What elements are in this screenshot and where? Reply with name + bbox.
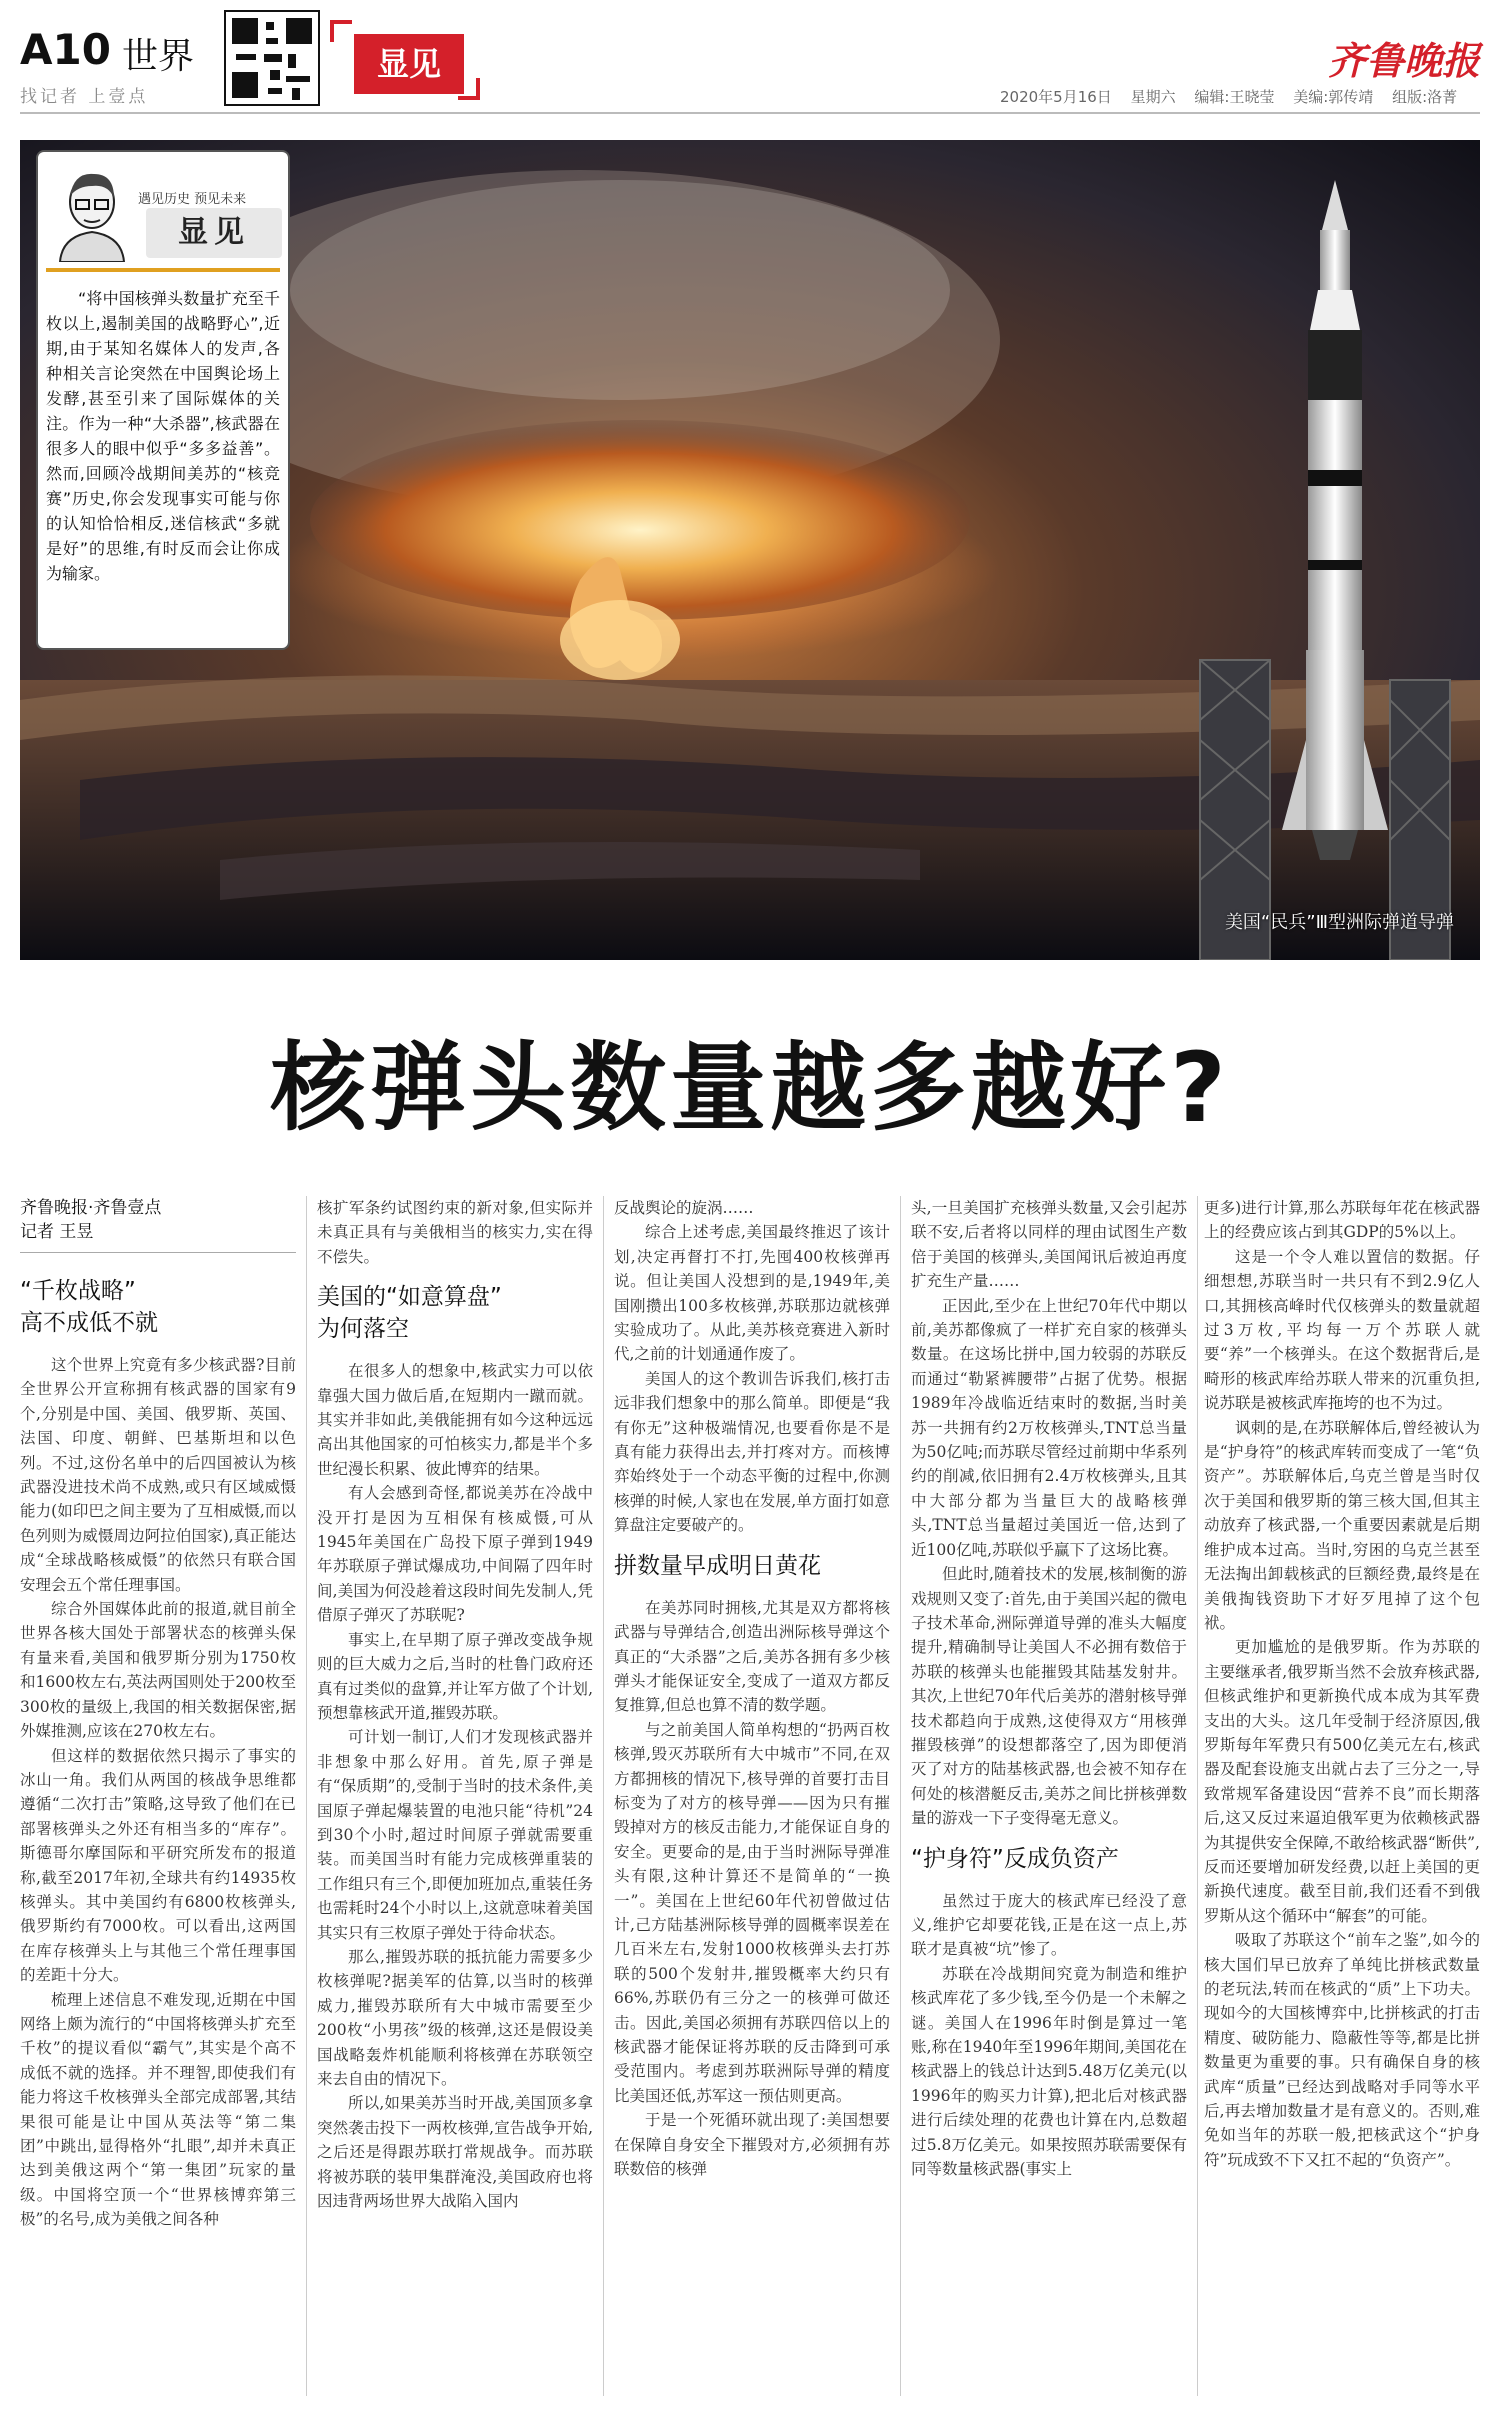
paragraph: 头,一旦美国扩充核弹头数量,又会引起苏联不安,后者将以同样的理由试图生产数倍于美国的核弹头,美国闻讯后被迫再度扩充生产量…… — [911, 1199, 1187, 1291]
byline — [20, 1196, 296, 1253]
issue-meta — [1000, 86, 1471, 107]
page-header — [0, 0, 1500, 115]
paragraph: 反战舆论的旋涡…… — [614, 1199, 754, 1217]
paragraph: 与之前美国人简单构想的“扔两百枚核弹,毁灭苏联所有大中城市”不同,在双方都拥核的情况下,核导弹的首要打击目标变为了对方的核导弹——因为只有摧毁掉对方的核反击能力,才能保证自身的安全。更要命的是,由于当时洲际导弹准头有限,这种计算还不是简单的“一换一”。美国在上世纪60年代初曾做过估计,己方陆基洲际核导弹的圆概率误差在几百米左右,发射1000枚核弹头去打苏联的500个发射井,摧毁概率大约只有66%,苏联仍有三分之一的核弹可做还击。因此,美国必须拥有苏联四倍以上的核武器才能保证将苏联的反击降到可承受范围内。考虑到苏联洲际导弹的精度比美国还低,苏军这一预估则更高。 — [614, 1720, 890, 2105]
proofreader-credit: 组版:洛菁 — [1392, 88, 1458, 106]
paragraph: 更多)进行计算,那么苏联每年花在核武器上的经费应该占到其GDP的5%以上。 — [1204, 1199, 1480, 1242]
column-divider — [900, 1196, 901, 2396]
paragraph: 事实上,在早期了原子弹改变战争规则的巨大威力之后,当时的杜鲁门政府还真有过类似的盘算,并让军方做了个计划,预想靠核武开道,摧毁苏联。 — [317, 1630, 593, 1722]
column-divider — [306, 1196, 307, 2396]
qr-code-icon — [224, 10, 320, 106]
article-column-2 — [317, 1196, 593, 2396]
paragraph: 那么,摧毁苏联的抵抗能力需要多少枚核弹呢?据美军的估算,以当时的核弹威力,摧毁苏联所有大中城市需要至少200枚“小男孩”级的核弹,这还是假设美国战略轰炸机能顺利将核弹在苏联领空来去自由的情况下。 — [317, 1947, 593, 2088]
paragraph: 吸取了苏联这个“前车之鉴”,如今的核大国们早已放弃了单纯比拼核武数量的老玩法,转而在核武的“质”上下功夫。现如今的大国核博弈中,比拼核武的打击精度、破防能力、隐蔽性等等,都是比拼数量更为重要的事。只有确保自身的核武库“质量”已经达到战略对手同等水平后,再去增加数量才是有意义的。否则,难免如当年的苏联一般,把核武这个“护身符”玩成致不下又扛不起的“负资产”。 — [1204, 1931, 1480, 2169]
article-column-4 — [911, 1196, 1187, 2396]
paragraph: 有人会感到奇怪,都说美苏在冷战中没开打是因为互相保有核威慑,可从1945年美国在广岛投下原子弹到1949年苏联原子弹试爆成功,中间隔了四年时间,美国为何没趁着这段时间先发制人,凭借原子弹灭了苏联呢? — [317, 1484, 593, 1625]
column-tag — [330, 20, 480, 100]
issue-date: 2020年5月16日 — [1000, 88, 1112, 106]
column-divider — [1197, 1196, 1198, 2396]
paragraph: 这个世界上究竟有多少核武器?目前全世界公开宣称拥有核武器的国家有9个,分别是中国、美国、俄罗斯、英国、法国、印度、朝鲜、巴基斯坦和以色列。不过,这份名单中的后四国被认为核武器没进技术尚不成熟,或只有区域威慑能力(如印巴之间主要为了互相威慑,而以色列则为威慑周边阿拉伯国家),真正能达成“全球战略核威慑”的依然只有联合国安理会五个常任理事国。 — [20, 1356, 296, 1594]
paragraph: 美国人的这个教训告诉我们,核打击远非我们想象中的那么简单。即便是“我有你无”这种极端情况,也要看你是不是真有能力获得出去,并打疼对方。而核博弈始终处于一个动态平衡的过程中,你测核弹的时候,人家也在发展,单方面打如意算盘注定要破产的。 — [614, 1369, 890, 1535]
byline-author: 记者 王昱 — [20, 1222, 94, 1242]
subheading-3: 拼数量早成明日黄花 — [614, 1552, 821, 1579]
paragraph: 讽刺的是,在苏联解体后,曾经被认为是“护身符”的核武库转而变成了一笔“负资产”。苏联解体后,乌克兰曾是当时仅次于美国和俄罗斯的第三核大国,但其主动放弃了核武器,一个重要因素就是后期维护成本过高。当时,穷困的乌克兰甚至无法掏出卸载核武的巨额经费,最终是在美俄掏钱资助下才好歹甩掉了这个包袱。 — [1204, 1418, 1480, 1632]
paragraph: 但这样的数据依然只揭示了事实的冰山一角。我们从两国的核战争思维都遵循“二次打击”策略,这导致了他们在已部署核弹头之外还有相当多的“库存”。斯德哥尔摩国际和平研究所发布的报道称,截至2017年初,全球共有约14935枚核弹头。其中美国约有6800枚核弹头,俄罗斯约有7000枚。可以看出,这两国在库存核弹头上与其他三个常任理事国的差距十分大。 — [20, 1746, 296, 1985]
paragraph: 更加尴尬的是俄罗斯。作为苏联的主要继承者,俄罗斯当然不会放弃核武器,但核武维护和更新换代成本成为其军费支出的大头。这几年受制于经济原因,俄罗斯每年军费只有500亿美元左右,核武器及配套设施支出就占去了三分之一,导致常规军备建设因“营养不良”而长期落后,这又反过来逼迫俄军更为依赖核武器为其提供安全保障,不敢给核武器“断供”,反而还要增加研发经费,以赶上美国的更新换代速度。截至目前,我们还看不到俄罗斯从这个循环中“解套”的可能。 — [1204, 1638, 1480, 1925]
paragraph: 正因此,至少在上世纪70年代中期以前,美苏都像疯了一样扩充自家的核弹头数量。在这场比拼中,国力较弱的苏联反而通过“勒紧裤腰带”占据了优势。根据1989年冷战临近结束时的数据,当时美苏一共拥有约2万枚核弹头,TNT总当量为50亿吨;而苏联尽管经过前期中华系列约的削减,依旧拥有2.4万枚核弹头,且其中大部分都为当量巨大的战略核弹头,TNT总当量超过美国近一倍,达到了近100亿吨,苏联似乎赢下了这场比赛。 — [911, 1296, 1187, 1559]
editor-credit: 编辑:王晓莹 — [1194, 88, 1275, 106]
art-editor-credit: 美编:郭传靖 — [1293, 88, 1374, 106]
byline-source: 齐鲁晚报·齐鲁壹点 — [20, 1198, 162, 1218]
slogan: 找记者 上壹点 — [20, 87, 149, 107]
article-column-3 — [614, 1196, 890, 2396]
paragraph: 于是一个死循环就出现了:美国想要在保障自身安全下摧毁对方,必须拥有苏联数倍的核弹 — [614, 2111, 890, 2179]
subheading-2: 美国的“如意算盘” 为何落空 — [317, 1284, 502, 1343]
column-intro-text: “将中国核弹头数量扩充至千枚以上,遏制美国的战略野心”,近期,由于某知名媒体人的发声,各种相关言论突然在中国舆论场上发酵,甚至引来了国际媒体的关注。作为一种“大杀器”,核武器在很多人的眼中似乎“多多益善”。然而,回顾冷战期间美苏的“核竞赛”历史,你会发现事实可能与你的认知恰恰相反,迷信核武“多就是好”的思维,有时反而会让你成为输家。 — [46, 289, 280, 583]
paragraph: 核扩军条约试图约束的新对象,但实际并未真正具有与美俄相当的核实力,实在得不偿失。 — [317, 1199, 593, 1266]
paragraph: 可计划一制订,人们才发现核武器并非想象中那么好用。首先,原子弹是有“保质期”的,受制于当时的技术条件,美国原子弹起爆装置的电池只能“待机”24到30个小时,超过时间原子弹就需要重装。而美国当时有能力完成核弹重装的工作组只有三个,即便加班加点,重装任务也需耗时24个小时以上,这就意味着美国其实只有三枚原子弹处于待命状态。 — [317, 1728, 593, 1942]
paragraph: 但此时,随着技术的发展,核制衡的游戏规则又变了:首先,由于美国兴起的微电子技术革命,洲际弹道导弹的准头大幅度提升,精确制导让美国人不必拥有数倍于苏联的核弹头也能摧毁其陆基发射井。其次,上世纪70年代后美苏的潜射核导弹技术都趋向于成熟,这使得双方“用核弹摧毁核弹”的设想都落空了,因为即便消灭了对方的陆基核武器,也会被不知存在何处的核潜艇反击,美苏之间比拼核弹数量的游戏一下子变得毫无意义。 — [911, 1565, 1187, 1828]
paragraph: 在很多人的想象中,核武实力可以依靠强大国力做后盾,在短期内一蹴而就。其实并非如此,美俄能拥有如今这种远远高出其他国家的可怕核实力,都是半个多世纪漫长积累、彼此博弈的结果。 — [317, 1362, 593, 1478]
paragraph: 所以,如果美苏当时开战,美国顶多拿突然袭击投下一两枚核弹,宣告战争开始,之后还是得跟苏联打常规战争。而苏联将被苏联的装甲集群淹没,美国政府也将因违背两场世界大战陷入国内 — [317, 2094, 593, 2211]
page-number: A10 — [20, 25, 111, 74]
column-tag-label: 显见 — [354, 34, 464, 94]
paragraph: 综合外国媒体此前的报道,就目前全世界各核大国处于部署状态的核弹头保有量来看,美国和俄罗斯分别为1750枚和1600枚左右,英法两国则处于200枚至300枚的量级上,我国的相关数据保密,据外媒推测,应该在270枚左右。 — [20, 1600, 296, 1741]
article-column-5 — [1204, 1196, 1480, 2396]
paragraph: 在美苏同时拥核,尤其是双方都将核武器与导弹结合,创造出洲际核导弹这个真正的“大杀器”之后,美苏各拥有多少核弹头才能保证安全,变成了一道双方都反复推算,但总也算不清的数学题。 — [614, 1598, 890, 1715]
column-subtitle: 遇见历史 预见未来 — [138, 192, 247, 207]
paragraph: 综合上述考虑,美国最终推迟了该计划,决定再督打不打,先囤400枚核弹再说。但让美国人没想到的是,1949年,美国刚攒出100多枚核弹,苏联那边就核弹实验成功了。从此,美苏核竞赛进入新时代,之前的计划通通作废了。 — [614, 1223, 890, 1364]
paragraph: 这是一个令人难以置信的数据。仔细想想,苏联当时一共只有不到2.9亿人口,其拥核高峰时代仅核弹头的数量就超过3万枚,平均每一万个苏联人就要“养”一个核弹头。在这个数据背后,是畸形的核武库给苏联人带来的沉重负担,说苏联是被核武库拖垮的也不为过。 — [1204, 1247, 1480, 1413]
column-divider — [603, 1196, 604, 2396]
section-name: 世界 — [122, 36, 195, 77]
subheading-1: “千枚战略” 高不成低不就 — [20, 1278, 158, 1336]
columnist-avatar — [54, 166, 130, 262]
newspaper-masthead: 齐鲁晚报 — [1327, 38, 1480, 83]
paragraph: 苏联在冷战期间究竟为制造和维护核武库花了多少钱,至今仍是一个未解之谜。美国人在1996年时倒是算过一笔账,称在1940年至1996年期间,美国花在核武器上的钱总计达到5.48万亿美元(以1996年的购买力计算),把北后对核武器进行后续处理的花费也计算在内,总数超过5.8万亿美元。如果按照苏联需要保有同等数量核武器(事实上 — [911, 1964, 1187, 2179]
article-body — [20, 1196, 1480, 2396]
header-divider — [20, 112, 1480, 114]
article-headline: 核弹头数量越多越好? — [270, 1032, 1230, 1144]
paragraph: 虽然过于庞大的核武库已经没了意义,维护它却要花钱,正是在这一点上,苏联才是真被“坑”惨了。 — [911, 1891, 1187, 1959]
subheading-4: “护身符”反成负资产 — [911, 1845, 1119, 1872]
paragraph: 梳理上述信息不难发现,近期在中国网络上颇为流行的“中国将核弹头扩充至千枚”的提议看似“霸气”,其实是个高不成低不就的选择。并不理智,即使我们有能力将这千枚核弹头全部完成部署,其结果很可能是让中国从英法等“第二集团”中跳出,显得格外“扎眼”,却并未真正达到美俄这两个“第一集团”玩家的量级。中国将空顶一个“世界核博弈第三极”的名号,成为美俄之间各种 — [20, 1990, 296, 2229]
column-name: 显见 — [146, 208, 282, 258]
photo-caption: 美国“民兵”Ⅲ型洲际弹道导弹 — [1224, 912, 1454, 933]
article-column-1 — [20, 1196, 296, 2396]
column-intro-box — [36, 150, 290, 650]
issue-weekday: 星期六 — [1130, 88, 1176, 106]
column-intro-header — [46, 162, 280, 272]
